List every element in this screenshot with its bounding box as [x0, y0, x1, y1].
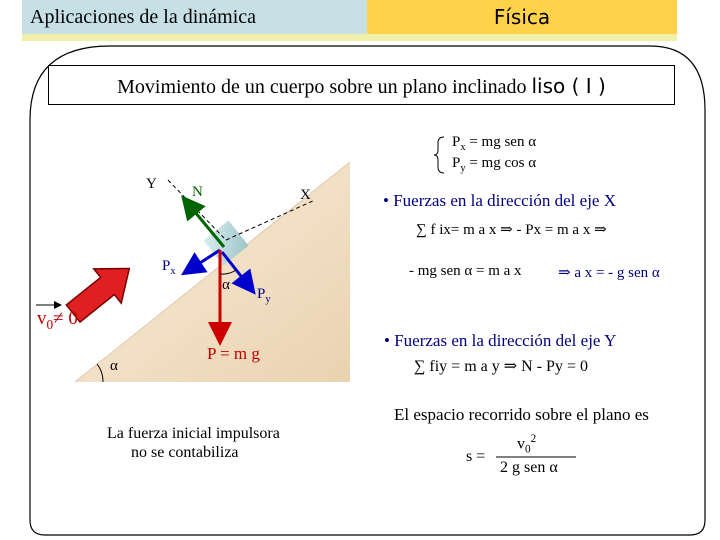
alpha-inner-label: α: [222, 277, 230, 293]
px-label: $P_x$: [162, 258, 176, 277]
py-equation: $P_y$ = mg cos α: [452, 155, 537, 174]
section-title: Aplicaciones de la dinámica: [30, 6, 257, 28]
fraction-numerator: $v_0^2$: [517, 433, 537, 456]
weight-label: P = m g: [207, 344, 260, 363]
x-equation-2a: - mg sen α = m a x: [409, 263, 522, 279]
px-arrow: [186, 250, 220, 272]
x-axis-label: X: [300, 187, 311, 203]
normal-label: N: [192, 184, 203, 200]
s-label: s =: [466, 448, 486, 465]
v0-label: $v_0\ne 0$: [37, 308, 78, 332]
py-label: $P_y$: [257, 286, 271, 305]
x-equation-1: ∑ f ix= m a x ⇒ - Px = m a x ⇒: [416, 222, 607, 238]
brace: [434, 137, 444, 173]
title-main: Movimiento de un cuerpo sobre un plano inclinado: [117, 76, 527, 98]
note-line-2: no se contabiliza: [131, 444, 239, 461]
distance-text: El espacio recorrido sobre el plano es: [394, 405, 649, 424]
title-suffix: liso ( I ): [531, 74, 606, 98]
y-heading: • Fuerzas en la dirección del eje Y: [384, 331, 617, 350]
alpha-base-label: α: [110, 358, 118, 374]
y-equation: ∑ fiy = m a y ⇒ N - Py = 0: [414, 358, 588, 375]
note-line-1: La fuerza inicial impulsora: [107, 425, 280, 442]
x-equation-2b: ⇒ a x = - g sen α: [558, 265, 660, 281]
x-heading: • Fuerzas en la dirección del eje X: [383, 191, 616, 210]
y-axis-label: Y: [146, 176, 157, 192]
subject-title: Física: [493, 5, 551, 29]
fraction-denominator: 2 g sen α: [500, 459, 558, 476]
px-equation: $P_x$ = mg sen α: [452, 134, 537, 153]
